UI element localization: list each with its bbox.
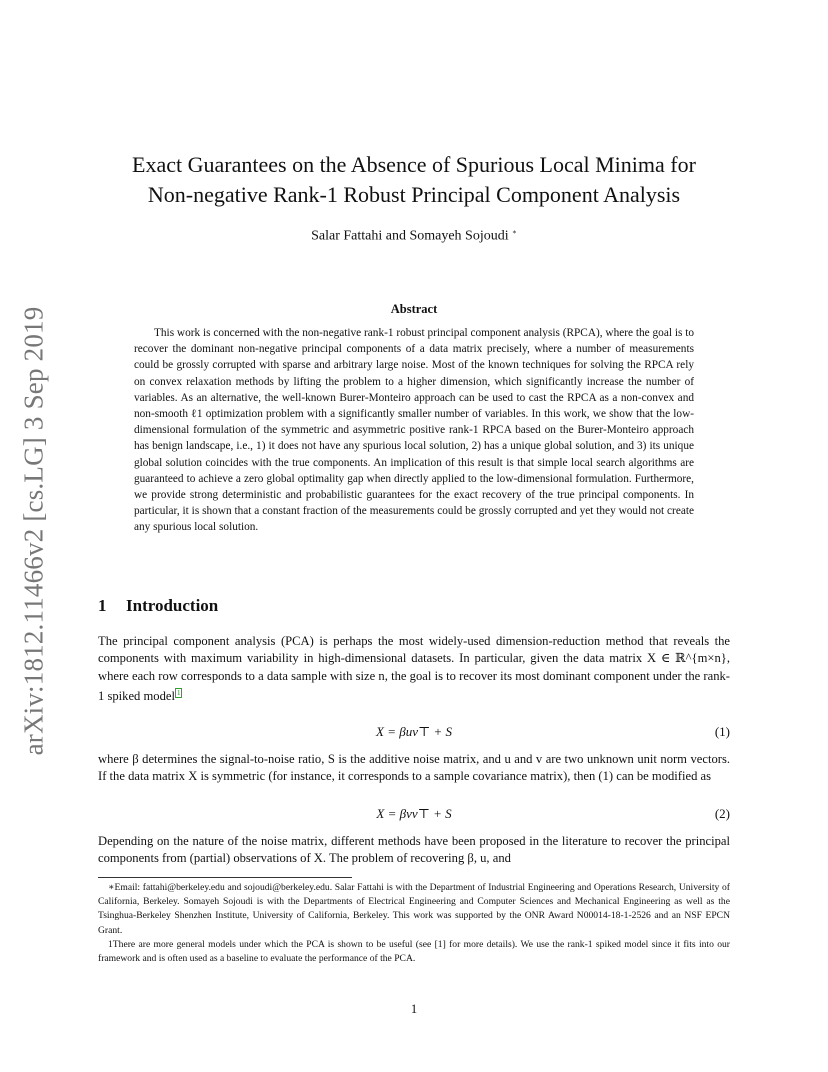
abstract-text: This work is concerned with the non-negative rank-1 robust principal component analysis (RPCA), where the goal is to recover the dominant non-negative principal components of a data matrix precisely, where a number of measurements could be grossly corrupted with sparse and arbitrary large noise. Most of the known techniques for solving the RPCA rely on convex relaxation methods by lifting the problem to a higher dimension, which significantly increase the number of variables. As an alternative, the well-known Burer-Monteiro approach can be used to cast the RPCA as a non-convex and non-smooth ℓ1 optimization problem with a significantly smaller number of variables. In this work, we show that the low-dimensional formulation of the symmetric and asymmetric positive rank-1 RPCA based on the Burer-Monteiro approach has benign landscape, i.e., 1) it does not have any spurious local solution, 2) has a unique global solution, and 3) its unique global solution coincides with the true components. An implication of this result is that simple local search algorithms are guaranteed to achieve a zero global optimality gap when directly applied to the low-dimensional formulation. Furthermore, we provide strong deterministic and probabilistic guarantees for the exact recovery of the true principal components. In particular, it is shown that a constant fraction of the measurements could be grossly corrupted and yet they would not create any spurious local solution.	[134, 327, 694, 534]
abstract-heading: Abstract	[390, 302, 438, 316]
page-number: 1	[410, 1002, 418, 1016]
section-heading-introduction	[98, 596, 218, 616]
footnote-1-link[interactable]: 1	[176, 689, 181, 698]
intro-para1-text: The principal component analysis (PCA) is perhaps the most widely-used dimension-reduction method that reveals the components with maximum variability in high-dimensional datasets. In particular, given the data matrix X ∈ ℝ^{m×n}, where each row corresponds to a data sample with size n, the goal is to recover its most dominant component under the rank-1 spiked model	[98, 634, 730, 704]
author-footnote-mark: ∗	[512, 228, 517, 236]
arxiv-stamp-text: arXiv:1812.11466v2 [cs.LG] 3 Sep 2019	[18, 306, 49, 756]
title-line-2: Non-negative Rank-1 Robust Principal Component Analysis	[147, 182, 681, 207]
author-line	[60, 228, 768, 245]
intro-para2-text: where β determines the signal-to-noise ratio, S is the additive noise matrix, and u and v are two unknown unit norm vectors. If the data matrix X is symmetric (for instance, it corresponds to a sample covariance matrix), then (1) can be modified as	[98, 752, 730, 784]
section-number: 1	[98, 596, 107, 615]
footnotes	[98, 881, 730, 966]
abstract-body	[134, 325, 694, 536]
equation-2-label: (2)	[714, 806, 730, 821]
arxiv-side-stamp	[14, 296, 54, 766]
equation-2	[98, 806, 730, 826]
paper-title	[60, 150, 768, 210]
intro-paragraph-1	[98, 633, 730, 706]
footnote-1: 1There are more general models under which the PCA is shown to be useful (see [1] for more details). We use the rank-1 spiked model since it fits into our framework and is often used as a baseline to evaluate the performance of the PCA.	[98, 938, 730, 965]
intro-paragraph-2	[98, 751, 730, 786]
equation-1	[98, 724, 730, 744]
intro-paragraph-3	[98, 833, 730, 868]
section-title: Introduction	[126, 596, 219, 615]
footnote-rule	[98, 877, 352, 878]
title-line-1: Exact Guarantees on the Absence of Spurious Local Minima for	[132, 152, 696, 177]
equation-2-math: X = βvv⊤ + S	[376, 806, 452, 821]
intro-para3-text: Depending on the nature of the noise matrix, different methods have been proposed in the literature to recover the principal components from (partial) observations of X. The problem of recovering β, u, and	[98, 834, 730, 866]
footnote-author: ∗Email: fattahi@berkeley.edu and sojoudi@berkeley.edu. Salar Fattahi is with the Department of Industrial Engineering and Operations Research, University of California, Berkeley. Somayeh Sojoudi is with the Departments of Electrical Engineering and Computer Sciences and Mechanical Engineering as well as the Tsinghua-Berkeley Shenzhen Institute, University of California, Berkeley. This work was supported by the ONR Award N00014-18-1-2526 and an NSF EPCN Grant.	[98, 882, 730, 936]
equation-1-label: (1)	[714, 724, 730, 739]
authors: Salar Fattahi and Somayeh Sojoudi	[311, 228, 509, 244]
equation-1-math: X = βuv⊤ + S	[376, 724, 452, 739]
